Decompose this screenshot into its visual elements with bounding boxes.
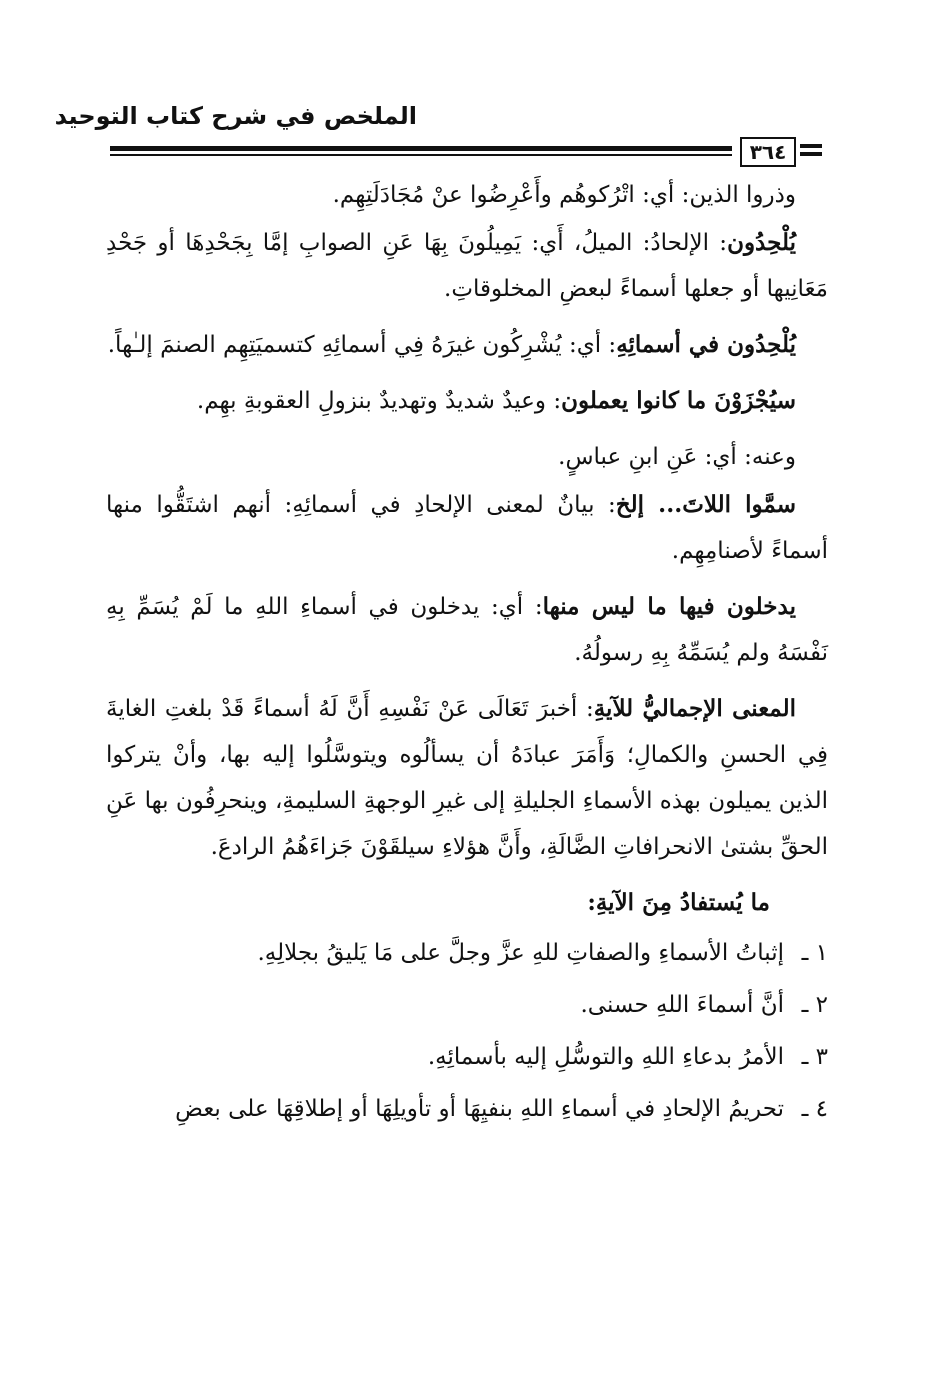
page-number: ٣٦٤	[740, 137, 796, 167]
running-title: الملخص في شرح كتاب التوحيد	[54, 102, 417, 130]
list-item	[106, 1086, 828, 1132]
item-text: تحريمُ الإلحادِ في أسماءِ اللهِ بنفيِهَا أو تأويلِهَا أو إطلاقِهَا على بعضِ	[175, 1096, 784, 1122]
header-rule-thin	[110, 154, 732, 156]
list-item	[106, 930, 828, 976]
lessons-list	[106, 930, 828, 1132]
list-item	[106, 982, 828, 1028]
separator: :	[546, 388, 562, 414]
item-text: إثباتُ الأسماءِ والصفاتِ للهِ عزَّ وجلَّ على مَا يَليقُ بجلالِهِ.	[257, 940, 784, 966]
separator: :	[674, 182, 690, 208]
separator: :	[577, 696, 594, 722]
term: يُلْحِدُون	[727, 229, 796, 256]
item-number: ٣ ـ	[801, 1044, 828, 1070]
explanation: أي: يدخلون في أسماءِ اللهِ ما لَمْ يُسَمِّ بِهِ نَفْسَهُ ولم يُسَمِّهُ بِهِ رسولُهُ.	[106, 594, 828, 666]
term: يُلْحِدُون في أسمائِهِ	[616, 331, 796, 358]
item-number: ٢ ـ	[801, 992, 828, 1018]
paragraph-yudkhilun	[106, 584, 828, 676]
item-text: الأمرُ بدعاءِ اللهِ والتوسُّلِ إليه بأسمائِهِ.	[427, 1044, 784, 1070]
item-text: أنَّ أسماءَ اللهِ حسنى.	[580, 992, 784, 1018]
separator: :	[523, 594, 543, 620]
item-number: ٤ ـ	[801, 1096, 828, 1122]
list-item	[106, 1034, 828, 1080]
header-ornament-bottom	[800, 152, 822, 156]
term: وذروا الذين	[689, 182, 796, 208]
separator: :	[601, 332, 617, 358]
explanation: أي: اتْرُكوهُم وأَعْرِضُوا عنْ مُجَادَلَتِهِم.	[332, 182, 675, 208]
separator: :	[736, 444, 752, 470]
term: يدخلون فيها ما ليس منها	[542, 593, 796, 620]
term: سمَّوا اللاتَ... إلخ	[615, 491, 797, 518]
explanation: أي: عَنِ ابنِ عباسٍ.	[558, 444, 737, 470]
term: سيُجْزَوْنَ ما كانوا يعملون	[561, 387, 796, 414]
explanation: أي: يُشْرِكُون غيرَهُ فِي أسمائِهِ كتسميَتِهِم الصنمَ إلـٰهاً.	[107, 332, 602, 358]
paragraph-yulhidun-fi-asmaihi	[106, 322, 828, 368]
term: المعنى الإجماليُّ للآيةِ	[593, 695, 796, 722]
header-ornament-top	[800, 144, 822, 148]
explanation: وعيدٌ شديدٌ وتهديدٌ بنزولِ العقوبةِ بهِم.	[196, 388, 547, 414]
body-text	[106, 172, 828, 1138]
explanation: أخبرَ تَعَالَى عَنْ نَفْسِهِ أَنَّ لَهُ أسماءً قَدْ بلغتِ الغايةَ فِي الحسنِ والكمالِ؛ وَأَمَرَ عبادَهُ أن يسألُوه ويتوسَّلُوا إليه بها، وأنْ يتركوا الذين يميلون بهذه الأسماءِ الجليلةِ إلى غيرِ الوجهةِ السليمةِ، وينحرِفُون بها عَنِ الحقِّ بشتىٰ الانحرافاتِ الضَّالَةِ، وأَنَّ هؤلاءِ سيلقَوْنَ جَزاءَهُمُ الرادعَ.	[106, 696, 828, 860]
paragraph-overall-meaning	[106, 686, 828, 870]
lessons-heading: ما يُستفادُ مِنَ الآيةِ:	[587, 889, 770, 916]
paragraph-yulhidun	[106, 220, 828, 312]
separator: :	[594, 492, 616, 518]
paragraph-sammaw-al-lat	[106, 482, 828, 574]
paragraph-sayujzawna	[106, 378, 828, 424]
explanation: بيانٌ لمعنى الإلحادِ في أسمائِهِ: أنهم اشتَقُّوا منها أسماءً لأصنامِهِم.	[106, 492, 828, 564]
paragraph-wa-anhu	[106, 434, 828, 480]
item-number: ١ ـ	[801, 940, 828, 966]
term: وعنه	[751, 444, 796, 470]
paragraph-wa-dharu	[106, 172, 828, 218]
separator: :	[709, 230, 728, 256]
explanation: الإلحادُ: الميلُ، أَي: يَمِيلُونَ بِهَا عَنِ الصوابِ إمَّا بِجَحْدِهَا أو جَحْدِ مَعَانِيها أو جعلها أسماءً لبعضِ المخلوقاتِ.	[106, 230, 828, 302]
header-rule-thick	[110, 146, 732, 151]
